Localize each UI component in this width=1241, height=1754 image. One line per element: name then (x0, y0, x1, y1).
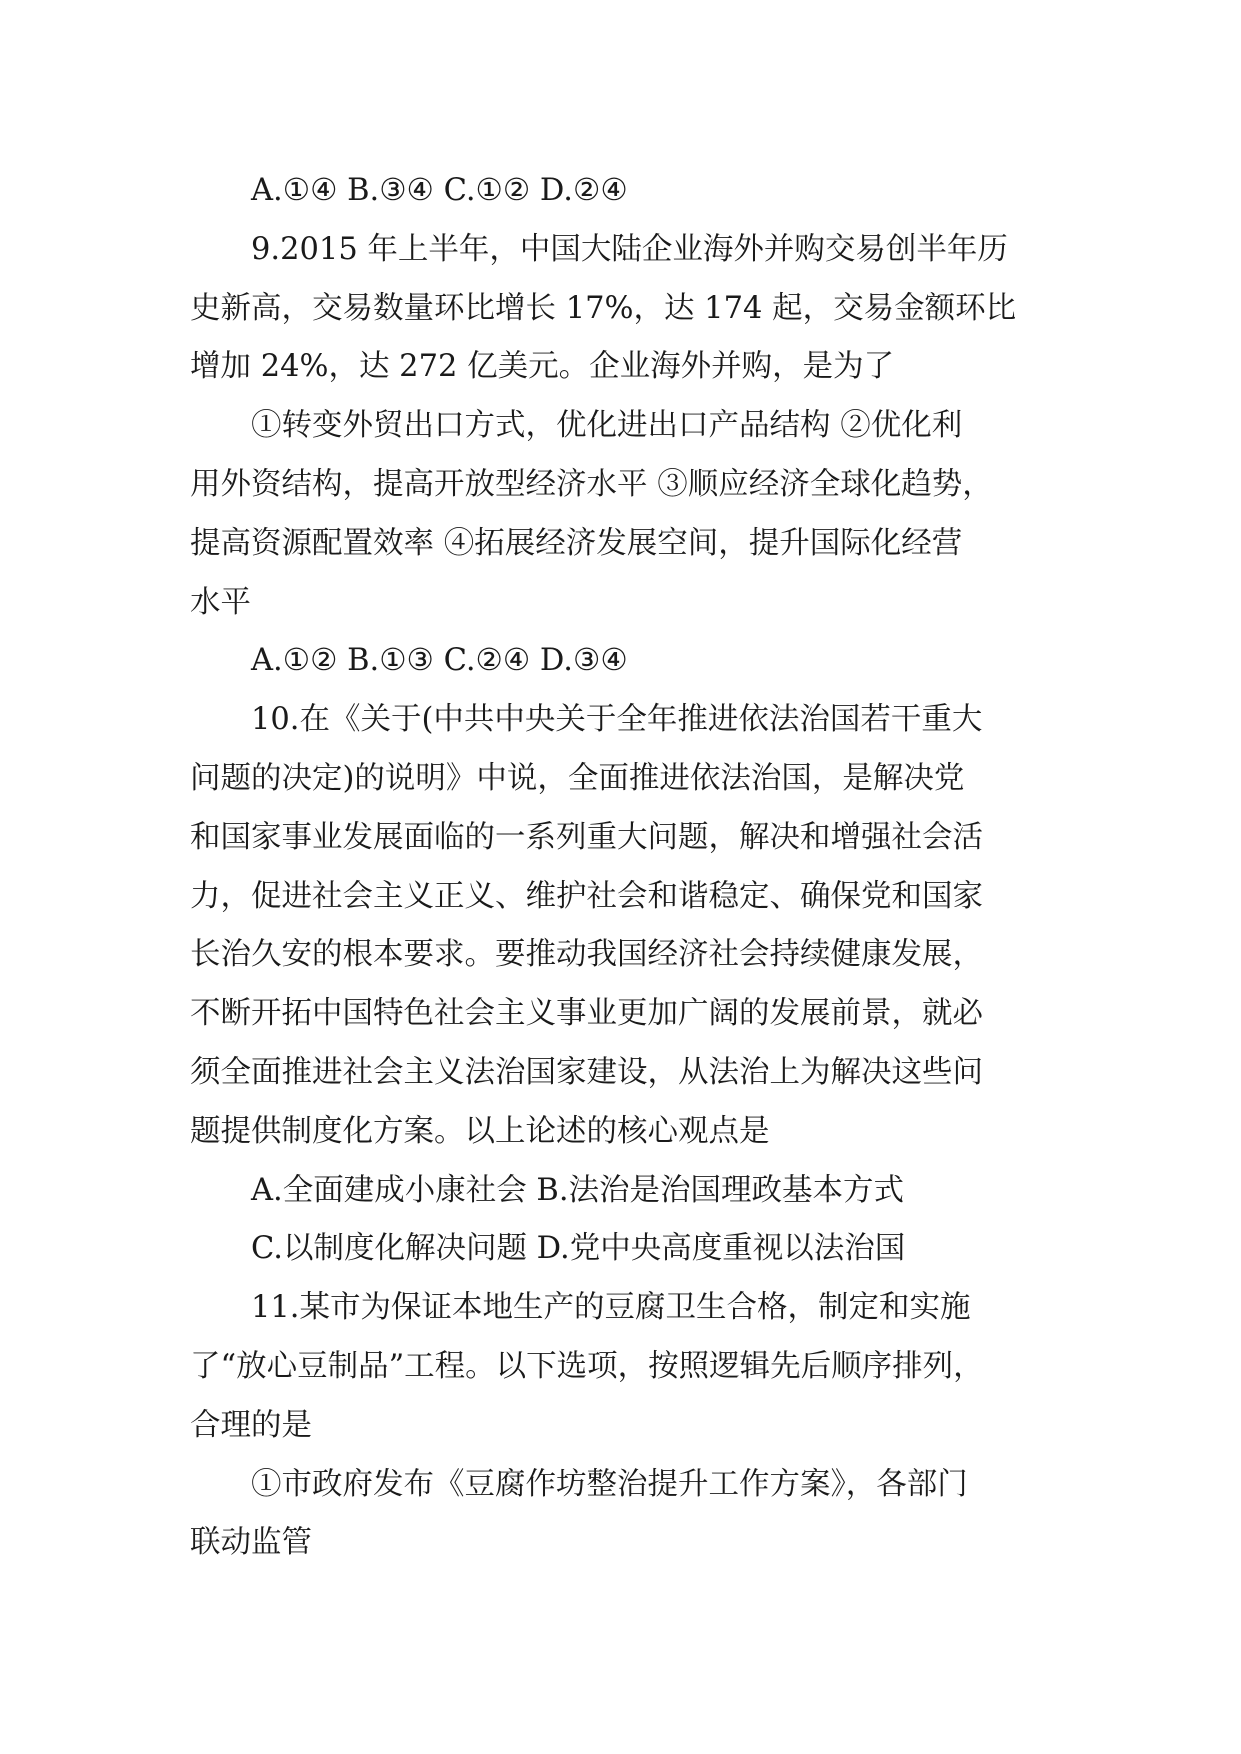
q8-options: A.①④ B.③④ C.①② D.②④ (251, 173, 628, 208)
q10-stem-line: 问题的决定)的说明》中说，全面推进依法治国，是解决党 (190, 760, 965, 796)
q9-statements-line: 水平 (190, 584, 251, 620)
q10-stem-line: 不断开拓中国特色社会主义事业更加广阔的发展前景，就必 (190, 996, 983, 1032)
q9-statements-line: ①转变外贸出口方式，优化进出口产品结构 ②优化利 (251, 408, 963, 444)
q10-stem-line: 10.在《关于(中共中央关于全年推进依法治国若干重大 (251, 702, 983, 738)
q10-stem-line: 题提供制度化方案。以上论述的核心观点是 (190, 1113, 770, 1149)
q11-stem-line: 合理的是 (190, 1407, 312, 1443)
q11-stem-line: 了“放心豆制品”工程。以下选项，按照逻辑先后顺序排列， (190, 1348, 984, 1384)
q10-stem-line: 长治久安的根本要求。要推动我国经济社会持续健康发展， (190, 937, 983, 973)
q10-options: A.全面建成小康社会 B.法治是治国理政基本方式 (251, 1172, 905, 1208)
q11-statement-line: ①市政府发布《豆腐作坊整治提升工作方案》，各部门 (251, 1466, 968, 1502)
q9-stem-line: 史新高，交易数量环比增长 17%，达 174 起，交易金额环比 (190, 290, 1017, 326)
q10-stem-line: 须全面推进社会主义法治国家建设，从法治上为解决这些问 (190, 1054, 983, 1090)
q9-options: A.①② B.①③ C.②④ D.③④ (251, 643, 628, 679)
document-page (190, 162, 1060, 1573)
q10-stem-line: 力，促进社会主义正义、维护社会和谐稳定、确保党和国家 (190, 878, 983, 914)
q11-stem-line: 11.某市为保证本地生产的豆腐卫生合格，制定和实施 (251, 1290, 971, 1326)
q9-statements-line: 用外资结构，提高开放型经济水平 ③顺应经济全球化趋势， (190, 466, 993, 502)
q10-stem-line: 和国家事业发展面临的一系列重大问题，解决和增强社会活 (190, 819, 983, 855)
q9-stem-line: 9.2015 年上半年，中国大陆企业海外并购交易创半年历 (251, 231, 1008, 267)
q9-stem-line: 增加 24%，达 272 亿美元。企业海外并购，是为了 (190, 349, 895, 385)
q9-statements-line: 提高资源配置效率 ④拓展经济发展空间，提升国际化经营 (190, 525, 963, 561)
q10-options: C.以制度化解决问题 D.党中央高度重视以法治国 (251, 1231, 906, 1267)
q11-statement-line: 联动监管 (190, 1525, 312, 1561)
